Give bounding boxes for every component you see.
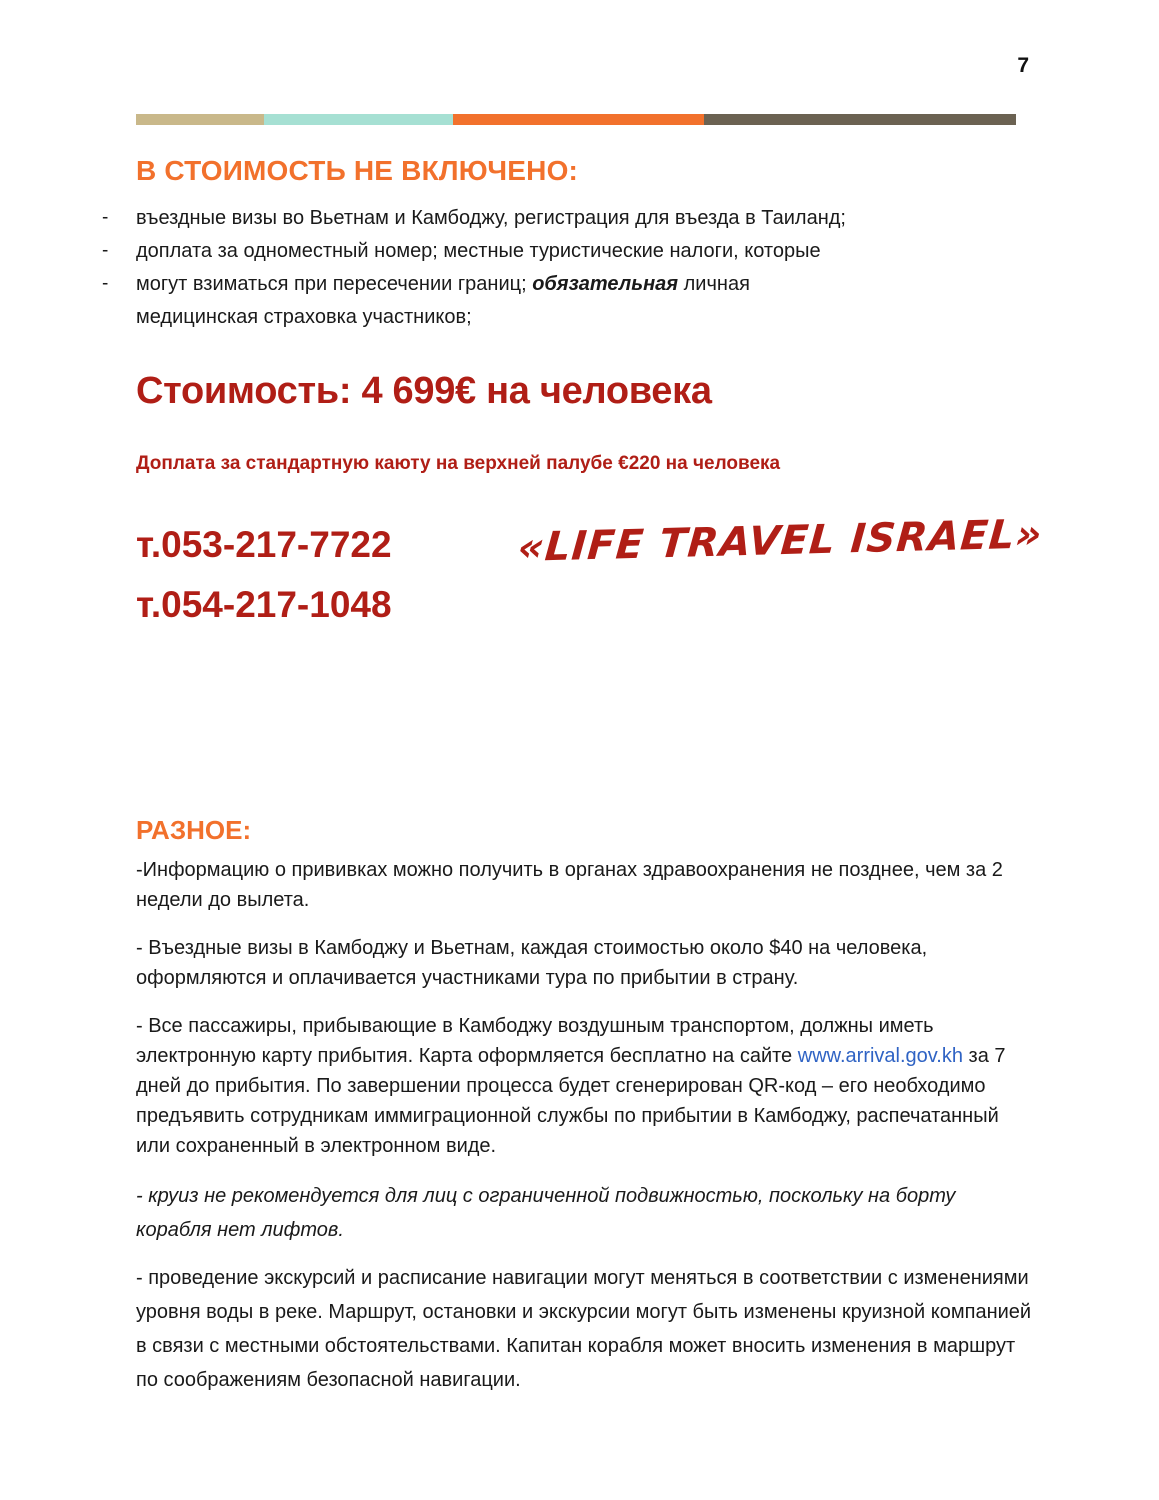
company-logo-text: «LIFE TRAVEL ISRAEL»: [516, 511, 1045, 571]
rule-segment-tan: [136, 114, 264, 125]
bullet-dash-icon: -: [102, 240, 109, 261]
price-surcharge: Доплата за стандартную каюту на верхней палубе €220 на человека: [136, 453, 781, 474]
list-item: [100, 236, 1060, 267]
contact-phones: [136, 515, 392, 635]
list-item-text: [136, 269, 750, 300]
section-heading-misc: РАЗНОЕ:: [136, 815, 252, 845]
list-item-text: въездные визы во Вьетнам и Камбоджу, регистрация для въезда в Таиланд;: [136, 207, 846, 229]
list-item-text-tail: личная: [678, 273, 750, 295]
rule-segment-olive: [704, 114, 1016, 125]
misc-paragraph-arrival-card: [136, 1011, 1036, 1161]
list-item-continuation: медицинская страховка участников;: [136, 306, 472, 328]
rule-segment-mint: [264, 114, 453, 125]
misc-paragraph-visas: - Въездные визы в Камбоджу и Вьетнам, каждая стоимостью около $40 на человека, оформляются и оплачивается участниками тура по прибытии в страну.: [136, 937, 928, 989]
list-item-emphasis: обязательная: [532, 273, 679, 295]
misc-section-body: [136, 855, 1036, 1417]
list-item-text: доплата за одноместный номер; местные туристические налоги, которые: [136, 240, 821, 262]
bullet-dash-icon: -: [102, 207, 109, 228]
section-heading-not-included: В СТОИМОСТЬ НЕ ВКЛЮЧЕНО:: [136, 155, 579, 186]
phone-number-2: т.054-217-1048: [136, 584, 392, 625]
color-rule-divider: [136, 114, 1016, 125]
price-headline: Стоимость: 4 699€ на человека: [136, 370, 712, 412]
misc-paragraph-mobility: - круиз не рекомендуется для лиц с ограниченной подвижностью, поскольку на борту корабля нет лифтов.: [136, 1185, 956, 1241]
misc-paragraph-schedule: - проведение экскурсий и расписание навигации могут меняться в соответствии с изменениями уровня воды в реке. Маршрут, остановки и экскурсии могут быть изменены круизной компанией в связи с местными обстоятельствами. Капитан корабля может вносить изменения в маршрут по соображениям безопасной навигации.: [136, 1267, 1032, 1391]
arrival-gov-kh-link[interactable]: www.arrival.gov.kh: [797, 1045, 963, 1067]
list-item-text-lead: могут взиматься при пересечении границ;: [136, 273, 533, 295]
list-item: [100, 203, 1060, 234]
list-item: [100, 269, 1060, 300]
rule-segment-orange: [453, 114, 704, 125]
phone-number-1: т.053-217-7722: [136, 524, 392, 565]
not-included-list: [100, 203, 1060, 333]
page-number: 7: [1017, 54, 1029, 77]
bullet-dash-icon: -: [102, 273, 109, 294]
misc-arrival-text-lead: - Все пассажиры, прибывающие в Камбоджу воздушным транспортом, должны иметь электронную карту прибытия. Карта оформляется бесплатно на сайте: [136, 1015, 934, 1067]
misc-arrival-text-tail: за 7 дней до прибытия. По завершении процесса будет сгенерирован QR-код – его необходимо предъявить сотрудникам иммиграционной службы по прибытии в Камбоджу, распечатанный или сохраненный в электронном виде.: [136, 1045, 1006, 1157]
misc-paragraph-vaccination: -Информацию о прививках можно получить в органах здравоохранения не позднее, чем за 2 недели до вылета.: [136, 859, 1003, 911]
